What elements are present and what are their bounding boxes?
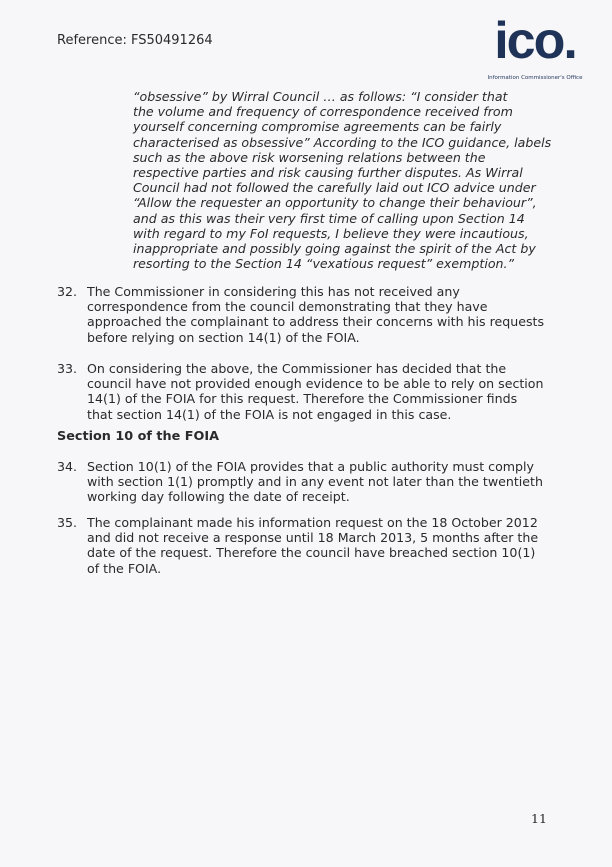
ico-logo bbox=[470, 10, 600, 82]
paragraph-32 bbox=[57, 284, 544, 345]
paragraph-35 bbox=[57, 515, 538, 576]
section-heading: Section 10 of the FOIA bbox=[57, 429, 220, 444]
paragraph-line: and did not receive a response until 18 March 2013, 5 months after the bbox=[87, 530, 539, 546]
quote-line: “Allow the requester an opportunity to change their behaviour”, bbox=[133, 195, 537, 211]
paragraph-line: of the FOIA. bbox=[87, 560, 162, 576]
paragraph-34 bbox=[57, 459, 543, 505]
quote-line: respective parties and risk causing further disputes. As Wirral bbox=[133, 165, 523, 181]
logo-subtitle: Information Commissioner's Office bbox=[487, 75, 583, 81]
paragraph-line: 14(1) of the FOIA for this request. Therefore the Commissioner finds bbox=[87, 391, 518, 407]
quote-line: “obsessive” by Wirral Council … as follows: “I consider that bbox=[133, 89, 508, 104]
quote-line: such as the above risk worsening relations between the bbox=[133, 149, 486, 165]
paragraph-line: approached the complainant to address their concerns with his requests bbox=[87, 314, 545, 330]
paragraph-line: with section 1(1) promptly and in any event not later than the twentieth bbox=[87, 474, 543, 490]
paragraph-line: On considering the above, the Commissioner has decided that the bbox=[87, 361, 507, 376]
paragraph-number: 34. bbox=[57, 459, 78, 474]
paragraph-number: 33. bbox=[57, 361, 78, 376]
logo-mark: ico. bbox=[494, 12, 576, 70]
quote-line: inappropriate and possibly going against the spirit of the Act by bbox=[133, 241, 536, 257]
quote-line: Council had not followed the carefully laid out ICO advice under bbox=[133, 180, 536, 196]
page-number: 11 bbox=[531, 811, 547, 826]
paragraph-line: date of the request. Therefore the council have breached section 10(1) bbox=[87, 545, 536, 561]
paragraph-line: council have not provided enough evidence to be able to rely on section bbox=[87, 376, 544, 392]
paragraph-line: Section 10(1) of the FOIA provides that a public authority must comply bbox=[87, 459, 535, 474]
paragraph-line: that section 14(1) of the FOIA is not engaged in this case. bbox=[87, 406, 452, 422]
paragraph-line: The complainant made his information request on the 18 October 2012 bbox=[87, 515, 538, 530]
paragraph-line: before relying on section 14(1) of the FOIA. bbox=[87, 329, 360, 345]
reference-number: Reference: FS50491264 bbox=[57, 33, 213, 48]
paragraph-line: correspondence from the council demonstrating that they have bbox=[87, 299, 488, 315]
quote-line: yourself concerning compromise agreements can be fairly bbox=[133, 119, 502, 135]
quote-line: resorting to the Section 14 “vexatious request” exemption.” bbox=[133, 256, 515, 272]
paragraph-number: 35. bbox=[57, 515, 78, 530]
quoted-text bbox=[133, 89, 551, 271]
quote-line: and as this was their very first time of calling upon Section 14 bbox=[133, 210, 525, 226]
quote-line: with regard to my FoI requests, I believe they were incautious, bbox=[133, 225, 529, 241]
quote-line: characterised as obsessive” According to the ICO guidance, labels bbox=[133, 134, 552, 150]
paragraph-line: The Commissioner in considering this has not received any bbox=[87, 284, 460, 299]
paragraph-33 bbox=[57, 361, 544, 422]
paragraph-number: 32. bbox=[57, 284, 78, 299]
paragraph-line: working day following the date of receipt. bbox=[87, 489, 350, 505]
quote-line: the volume and frequency of correspondence received from bbox=[133, 104, 513, 120]
